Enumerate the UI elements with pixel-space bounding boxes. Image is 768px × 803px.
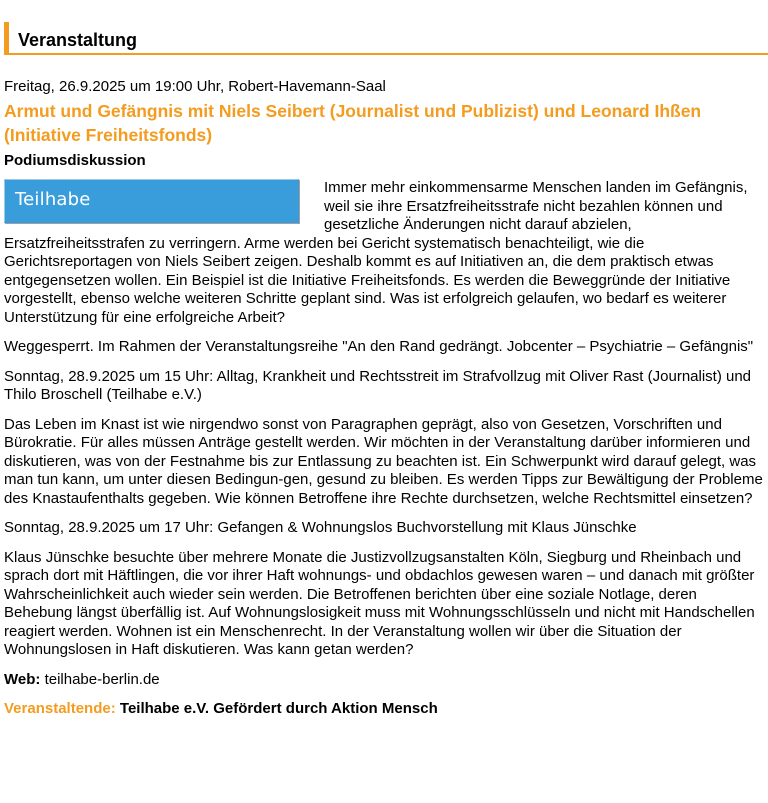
logo-text: Teilhabe xyxy=(15,189,91,210)
event-description: Immer mehr einkommensarme Menschen landen im Gefängnis, weil sie ihre Ersatzfreiheitsstrafe nicht bezahlen können und gesetzliche Änderungen nicht darauf abzielen, Ersatzfreiheitsstrafen zu verringern. Arme werden bei Gericht systematisch benachteiligt, wie die Gerichtsreportagen von Niels Seibert zeigen. Deshalb kommt es auf Initiativen an, die dem praktisch etwas entgegensetzen wollen. Ein Beispiel ist die Initiative Freiheitsfonds. Es werden die Beweggründe der Initiative vorgestellt, ebenso welche weiteren Schritte geplant sind. Was ist erfolgreich gelaufen, wo bedarf es weiterer Unterstützung für eine erfolgreiche Arbeit? xyxy=(4,179,748,326)
event-content xyxy=(4,78,766,719)
event-dateline-2: Sonntag, 28.9.2025 um 15 Uhr: Alltag, Krankheit und Rechtsstreit im Strafvollzug mit Oliver Rast (Journalist) und Thilo Broschell (Teilhabe e.V.) xyxy=(4,367,752,403)
teilhabe-logo xyxy=(4,179,299,223)
event-type: Podiumsdiskussion xyxy=(4,151,146,169)
series-note: Weggesperrt. Im Rahmen der Veranstaltungsreihe "An den Rand gedrängt. Jobcenter – Psychiatrie – Gefängnis" xyxy=(4,338,754,355)
section-header xyxy=(4,22,768,55)
section-accent-bar xyxy=(4,22,9,53)
event-dateline: Freitag, 26.9.2025 um 19:00 Uhr, Robert-Havemann-Saal xyxy=(4,78,386,95)
event-description-3: Klaus Jünschke besuchte über mehrere Monate die Justizvollzugsanstalten Köln, Siegburg und Rheinbach und sprach dort mit Häftlingen, die vor ihrer Haft wohnungs- und obdachlos gewesen waren – und danach mit größter Wahrscheinlichkeit auch wieder sein werden. Die Betroffenen berichten über eine soziale Notlage, deren Behebung längst überfällig ist. Auf Wohnungslosigkeit muss mit Wohnungsschlüsseln und nicht mit Handschellen reagiert werden. Wohnen ist ein Menschenrecht. In der Veranstaltung wollen wir über die Situation der Wohnungslosen in Haft diskutieren. Was kann getan werden? xyxy=(4,548,755,658)
event-dateline-3: Sonntag, 28.9.2025 um 17 Uhr: Gefangen & Wohnungslos Buchvorstellung mit Klaus Jünschke xyxy=(4,519,637,536)
web-line xyxy=(4,671,766,690)
event-description-2: Das Leben im Knast ist wie nirgendwo sonst von Paragraphen geprägt, also von Gesetzen, Vorschriften und Bürokratie. Für alles müssen Anträge gestellt werden. Wir möchten in der Veranstaltung darüber informieren und diskutieren, was von der Festnahme bis zur Entlassung zu beachten ist. Ein Schwerpunkt wird darauf gelegt, was man tun kann, um unter diesen Bedingun-gen, gesund zu bleiben. Es werden Tipps zur Bewältigung der Probleme des Knastaufenthalts gegeben. Wie können Betroffene ihre Rechte durchsetzen, welche Rechtsmittel einsetzen? xyxy=(4,415,763,507)
organizer-label: Veranstaltende: xyxy=(4,700,116,717)
organizer-value: Teilhabe e.V. Gefördert durch Aktion Mensch xyxy=(119,700,438,717)
organizer-line xyxy=(4,700,766,719)
section-title: Veranstaltung xyxy=(18,30,138,50)
web-link[interactable]: teilhabe-berlin.de xyxy=(44,670,160,688)
web-label: Web: xyxy=(4,670,41,688)
event-title: Armut und Gefängnis mit Niels Seibert (Journalist und Publizist) und Leonard Ihßen (Initiative Freiheitsfonds) xyxy=(4,100,702,145)
